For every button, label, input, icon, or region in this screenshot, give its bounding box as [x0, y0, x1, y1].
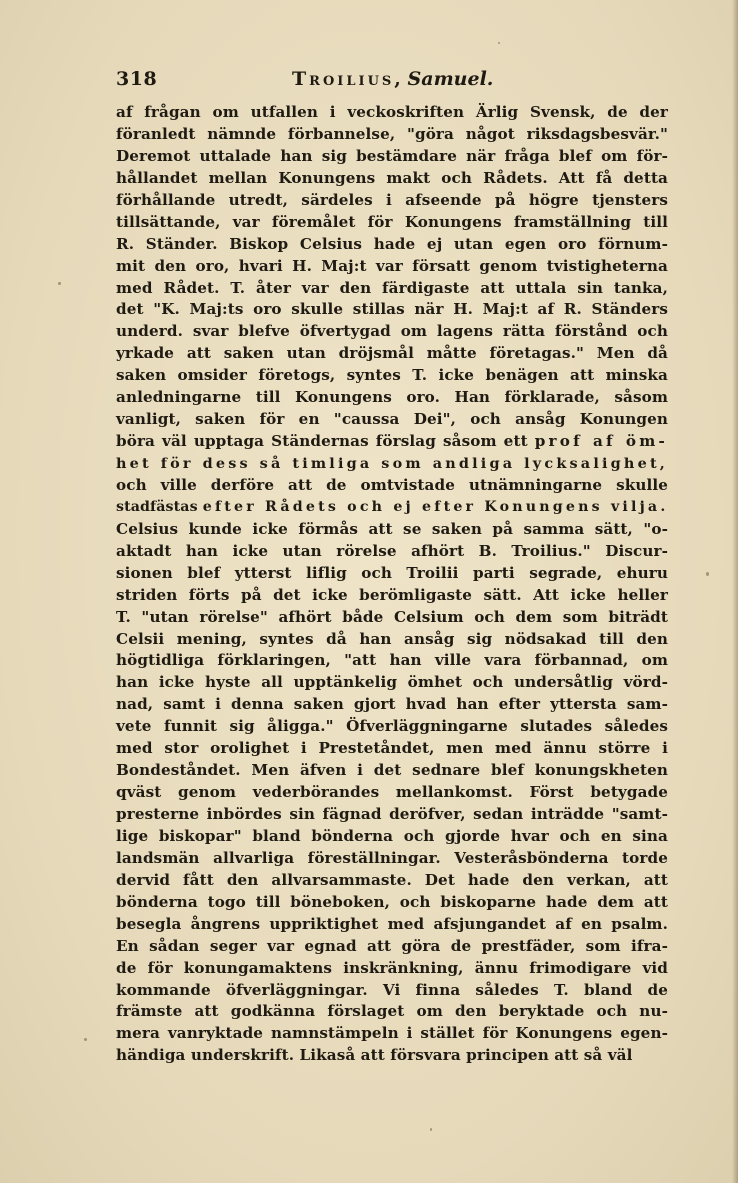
emphasized-text: het för dess så timliga som andliga lycksalighet,	[116, 455, 668, 472]
text-line: föranledt nämnde förbannelse, "göra något riksdagsbesvär."	[116, 124, 668, 143]
text-line: landsmän allvarliga föreställningar. Vesteråsbönderna torde	[116, 848, 668, 867]
text-line: stadfästas efter Rådets och ej efter Konungens vilja.	[116, 498, 669, 515]
running-head-first-name: Samuel.	[407, 68, 494, 90]
running-head-name: Troilius	[292, 68, 395, 90]
text-line: kommande öfverläggningar. Vi finna således T. bland de	[116, 980, 668, 999]
emphasized-text: efter Rådets och ej efter Konungens vilja.	[202, 498, 669, 515]
text-line: böra väl upptaga Ständernas förslag såsom ett prof af öm-	[116, 432, 668, 451]
running-head	[292, 68, 493, 90]
text-line: händiga underskrift. Likaså att försvara principen att så väl	[116, 1046, 633, 1065]
text-line: de för konungamaktens inskränkning, ännu frimodigare vid	[116, 958, 668, 977]
paper-speck	[706, 572, 709, 576]
text-line: bönderna togo till böneboken, och biskoparne hade dem att	[116, 892, 668, 911]
text-line: R. Ständer. Biskop Celsius hade ej utan egen oro förnum-	[116, 234, 668, 253]
text-line: nad, samt i denna saken gjort hvad han efter yttersta sam-	[116, 695, 668, 714]
running-head-separator: ,	[394, 68, 408, 90]
text-line: det "K. Maj:ts oro skulle stillas när H. Maj:t af R. Ständers	[116, 300, 668, 319]
text-line	[116, 453, 668, 475]
paper-speck	[498, 42, 500, 44]
text-line: En sådan seger var egnad att göra de prestfäder, som ifra-	[116, 936, 668, 955]
text-line: vanligt, saken för en "caussa Dei", och ansåg Konungen	[116, 410, 668, 429]
paper-speck	[430, 1128, 432, 1131]
body-text	[116, 102, 668, 1067]
page-header	[116, 68, 668, 96]
text-line: han icke hyste all upptänkelig ömhet och undersåtlig vörd-	[116, 673, 668, 692]
text-line: yrkade att saken utan dröjsmål måtte företagas." Men då	[116, 344, 668, 363]
text-line: högtidliga förklaringen, "att han ville vara förbannad, om	[116, 651, 668, 670]
text-line: besegla ångrens uppriktighet med afsjungandet af en psalm.	[116, 914, 668, 933]
text-line: qväst genom vederbörandes mellankomst. Först betygade	[116, 783, 668, 802]
text-line: saken omsider företogs, syntes T. icke benägen att minska	[116, 366, 668, 385]
text-line: mera vanryktade namnstämpeln i stället för Konungens egen-	[116, 1024, 668, 1043]
text-line: vete funnit sig åligga." Öfverläggningarne slutades således	[116, 717, 668, 736]
text-line: Celsius kunde icke förmås att se saken på samma sätt, "o-	[116, 519, 668, 538]
text-line: aktadt han icke utan rörelse afhört B. Troilius." Discur-	[116, 541, 668, 560]
text-line: Celsii mening, syntes då han ansåg sig nödsakad till den	[116, 629, 668, 648]
text-line: sionen blef ytterst liflig och Troilii parti segrade, ehuru	[116, 563, 668, 582]
text-line: Deremot uttalade han sig bestämdare när fråga blef om för-	[116, 146, 668, 165]
emphasized-text: prof af öm-	[534, 432, 668, 451]
text-line: T. "utan rörelse" afhört både Celsium och dem som biträdt	[116, 607, 668, 626]
text-line: underd. svar blefve öfvertygad om lagens rätta förstånd och	[116, 322, 668, 341]
text-line: striden förts på det icke berömligaste sätt. Att icke heller	[116, 585, 668, 604]
text-line: lige biskopar" bland bönderna och gjorde hvar och en sina	[116, 826, 668, 845]
text-line: mit den oro, hvari H. Maj:t var försatt genom tvistigheterna	[116, 256, 668, 275]
text-line: tillsättande, var föremålet för Konungens framställning till	[116, 212, 668, 231]
page-edge-shadow	[732, 0, 738, 1183]
page-number: 318	[116, 68, 158, 90]
text-line: hållandet mellan Konungens makt och Rådets. Att få detta	[116, 168, 668, 187]
text-line: Bondeståndet. Men äfven i det sednare blef konungskheten	[116, 761, 668, 780]
text-line: med stor orolighet i Prestetåndet, men med ännu större i	[116, 739, 668, 758]
text-line: främste att godkänna förslaget om den beryktade och nu-	[116, 1002, 668, 1021]
text-line: och ville derföre att de omtvistade utnämningarne skulle	[116, 475, 668, 494]
text-line: med Rådet. T. åter var den färdigaste att uttala sin tanka,	[116, 278, 668, 297]
text-line: af frågan om utfallen i veckoskriften Ärlig Svensk, de der	[116, 103, 668, 121]
text-line: anledningarne till Konungens oro. Han förklarade, såsom	[116, 388, 668, 407]
paper-speck	[58, 282, 61, 285]
text-line: presterne inbördes sin fägnad deröfver, sedan inträdde "samt-	[116, 805, 668, 823]
text-line: förhållande utredt, särdeles i afseende på högre tjensters	[116, 190, 668, 209]
text-line: dervid fått den allvarsammaste. Det hade den verkan, att	[116, 870, 668, 889]
paper-speck	[84, 1038, 87, 1041]
